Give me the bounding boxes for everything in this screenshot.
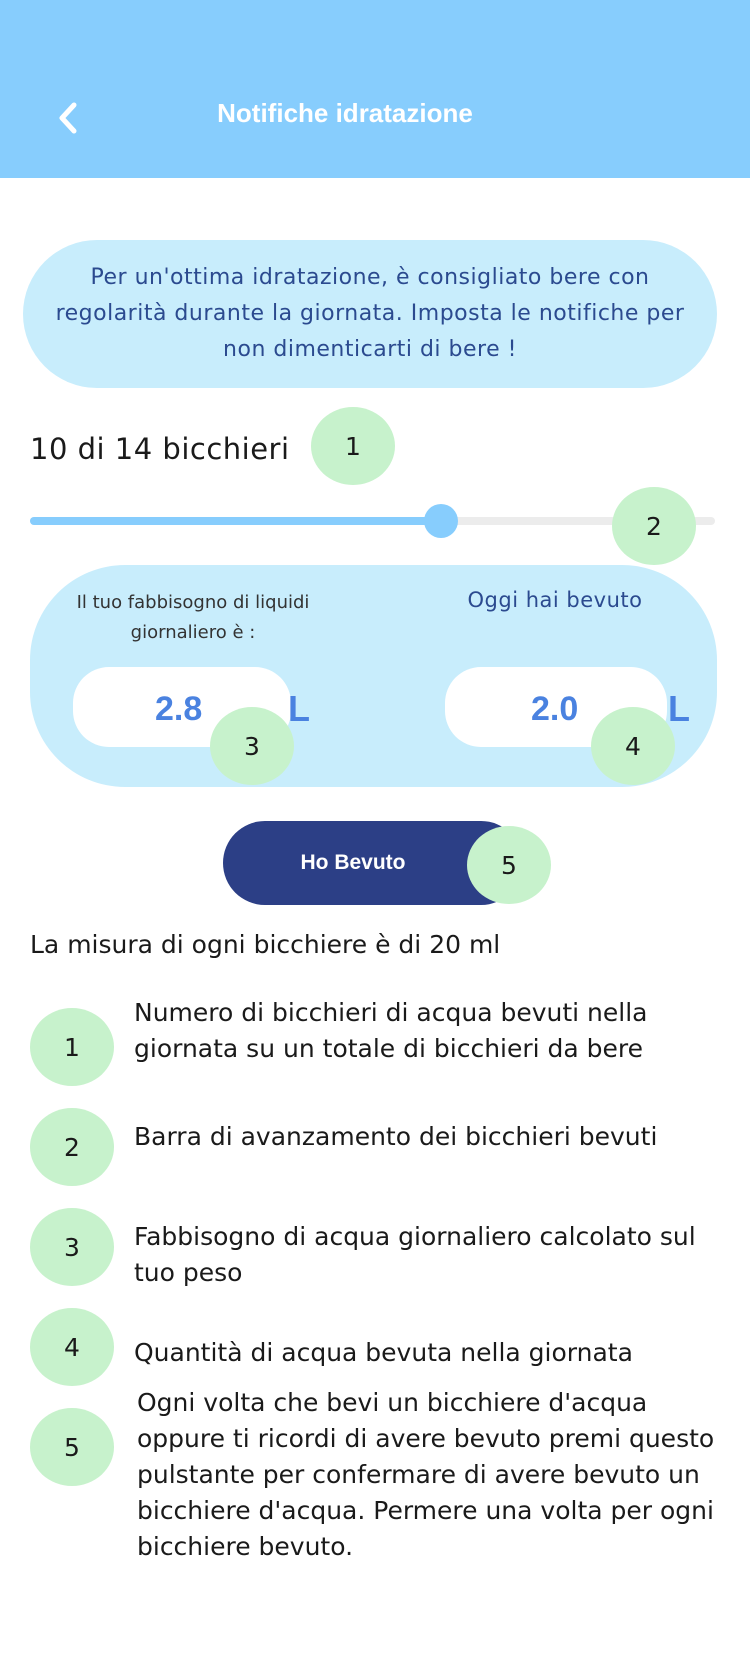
legend-text-3: Fabbisogno di acqua giornaliero calcolato sul tuo peso [134, 1222, 696, 1287]
legend-badge-4: 4 [30, 1308, 114, 1386]
progress-thumb[interactable] [424, 504, 458, 538]
legend-badge-1: 1 [30, 1008, 114, 1086]
legend-badge-3: 3 [30, 1208, 114, 1286]
glasses-count-label: 10 di 14 bicchieri [30, 432, 290, 466]
legend-text-1: Numero di bicchieri di acqua bevuti nella giornata su un totale di bicchieri da bere [134, 998, 648, 1063]
daily-need-value: 2.8 [155, 690, 203, 728]
legend-badge-5: 5 [30, 1408, 114, 1486]
glass-size-info: La misura di ogni bicchiere è di 20 ml [30, 930, 501, 959]
ho-bevuto-label: Ho Bevuto [300, 851, 406, 874]
daily-need-unit: L [288, 688, 310, 729]
drunk-today-label: Oggi hai bevuto [467, 588, 643, 612]
badge-3: 3 [210, 707, 294, 785]
intro-message [23, 240, 717, 388]
badge-5: 5 [467, 826, 551, 904]
page-title: Notifiche idratazione [217, 98, 473, 128]
intro-text: Per un'ottima idratazione, è consigliato bere con regolarità durante la giornata. Imposta le notifiche per non dimenticarti di bere ! [55, 265, 685, 362]
drunk-today-unit: L [668, 688, 690, 729]
daily-need-label: Il tuo fabbisogno di liquidi giornaliero è : [76, 592, 310, 643]
app-header [0, 0, 750, 178]
badge-2: 2 [612, 487, 696, 565]
drunk-today-value: 2.0 [531, 690, 579, 728]
legend-text-5: Ogni volta che bevi un bicchiere d'acqua oppure ti ricordi di avere bevuto premi questo pulstante per confermare di avere bevuto un bicchiere d'acqua. Permere una volta per ogni bicchiere bevuto. [137, 1388, 715, 1561]
legend-text-2: Barra di avanzamento dei bicchieri bevuti [134, 1122, 658, 1151]
badge-4: 4 [591, 707, 675, 785]
progress-fill [30, 517, 441, 525]
legend-badge-2: 2 [30, 1108, 114, 1186]
badge-1: 1 [311, 407, 395, 485]
legend-text-4: Quantità di acqua bevuta nella giornata [134, 1338, 633, 1367]
